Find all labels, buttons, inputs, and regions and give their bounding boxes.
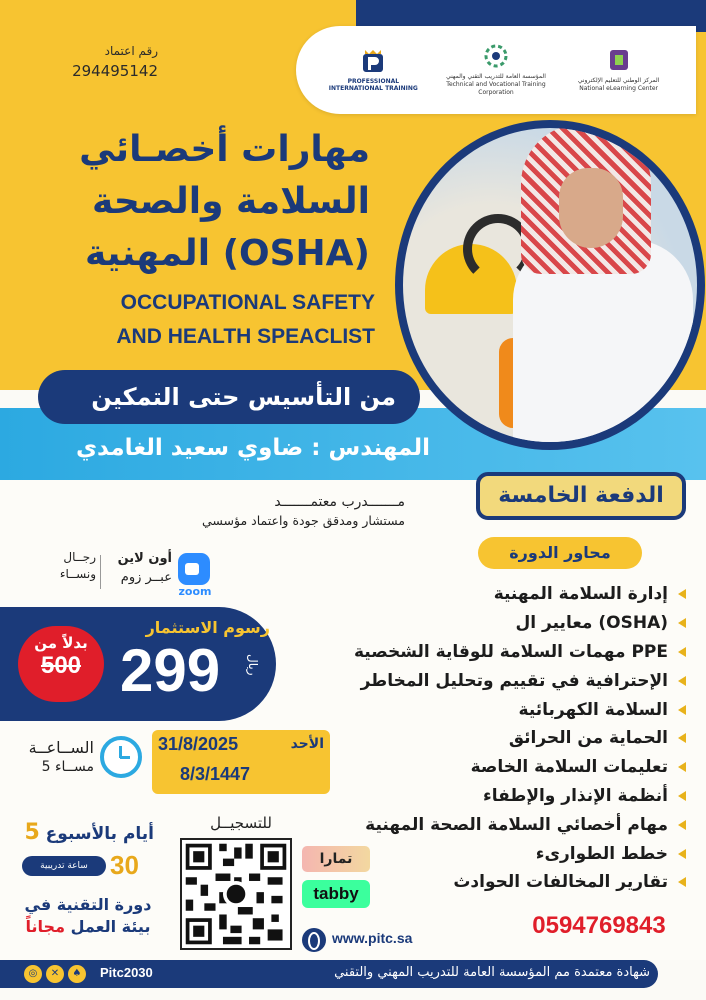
pit-logo: [323, 48, 423, 92]
logos-bar: [296, 26, 696, 114]
nelc-logo: [569, 47, 669, 93]
list-item: [300, 724, 686, 753]
list-item: [300, 695, 686, 724]
tvtc-logo-text: المؤسسة العامة للتدريب التقني والمهني: [446, 73, 546, 80]
time-value: 5 مســاء: [41, 759, 94, 775]
pit-logo-text: PROFESSIONAL INTERNATIONAL TRAINING: [328, 78, 418, 92]
topic-text: معايير ال (OSHA): [515, 613, 668, 634]
free-line-2: بيئة العمل: [70, 917, 151, 936]
time-label: الســاعــة: [28, 738, 94, 757]
trainer-line-1: مـــــــدرب معتمـــــــد: [274, 494, 405, 510]
trainer-face: [559, 168, 623, 248]
clock-icon: [100, 736, 142, 778]
free-word: مجاناً: [25, 917, 65, 936]
audience-men: رجــال: [63, 550, 96, 564]
footer-bar: [0, 960, 658, 988]
trainer-photo: [395, 120, 705, 450]
topic-text: تقارير المخالفات الحوادث: [453, 872, 668, 893]
bullet-icon: [678, 589, 686, 599]
price-currency: ريال: [246, 654, 260, 676]
price-label: رسوم الاستثمار: [145, 618, 270, 637]
trainer-credentials: [105, 494, 405, 528]
delivery: [106, 549, 172, 587]
zoom-wordmark: zoom: [178, 585, 212, 598]
session-time: [14, 738, 94, 775]
days-text: أيام بالأسبوع: [45, 824, 154, 844]
engineer-name: المهندس : ضاوي سعيد الغامدي: [75, 435, 430, 461]
snapchat-icon[interactable]: ♠: [68, 965, 86, 983]
pit-logo-icon: [360, 48, 386, 74]
days-per-week: [18, 820, 154, 845]
start-date: [152, 730, 330, 794]
list-item: [300, 638, 686, 667]
list-item: [300, 782, 686, 811]
tvtc-logo-subtext: Technical and Vocational Training Corporation: [446, 81, 546, 96]
free-line-1: دورة التقنية في: [24, 895, 152, 914]
registration-qr-code[interactable]: [180, 838, 292, 950]
zoom-icon: [178, 553, 210, 585]
website-url[interactable]: www.pitc.sa: [332, 930, 413, 946]
title-line-2: السلامة والصحة: [92, 181, 370, 222]
nelc-logo-subtext: National eLearning Center: [579, 85, 659, 92]
free-course-note: [18, 894, 158, 938]
audience-women: ونســاء: [59, 567, 96, 581]
website-link[interactable]: [302, 928, 462, 952]
topic-text: أنظمة الإنذار والإطفاء: [483, 785, 668, 806]
divider: [100, 555, 101, 589]
accreditation: [58, 44, 158, 80]
x-icon[interactable]: ✕: [46, 965, 64, 983]
accreditation-label: رقم اعتماد: [104, 44, 158, 58]
tagline-pill: من التأسيس حتى التمكين: [38, 370, 420, 424]
bullet-icon: [678, 618, 686, 628]
old-price-label: بدلاً من: [34, 634, 88, 652]
list-item: [300, 580, 686, 609]
online-info: [36, 549, 216, 597]
course-axes-label: محاور الدورة: [478, 537, 642, 569]
topic-text: مهام أخصائي السلامة الصحة المهنية: [365, 814, 668, 835]
tvtc-logo: [446, 43, 546, 97]
delivery-online: أون لاين: [117, 551, 172, 566]
list-item: [300, 609, 686, 638]
bullet-icon: [678, 849, 686, 859]
bullet-icon: [678, 791, 686, 801]
tamara-payment-badge: تمارا: [302, 846, 370, 872]
price-value: 299: [120, 637, 221, 704]
gregorian-date: 31/8/2025: [158, 734, 239, 754]
bullet-icon: [678, 705, 686, 715]
topic-text: السلامة الكهربائية: [518, 699, 668, 720]
bullet-icon: [678, 762, 686, 772]
globe-icon: [302, 928, 326, 952]
trainer-line-2: مستشار ومدقق جودة واعتماد مؤسسي: [201, 513, 405, 528]
accreditation-number: 294495142: [72, 62, 158, 80]
hijri-date: 8/3/1447: [180, 764, 251, 784]
delivery-zoom: عبــر زوم: [120, 570, 172, 585]
phone-number[interactable]: 0594769843: [532, 912, 666, 939]
topic-text: خطط الطوارىء: [535, 843, 668, 864]
old-price-value: 500: [40, 652, 82, 679]
topic-text: إدارة السلامة المهنية: [493, 584, 668, 605]
nelc-logo-icon: [606, 47, 632, 73]
bullet-icon: [678, 877, 686, 887]
title-en-line-1: OCCUPATIONAL SAFETY: [120, 291, 375, 314]
topic-text: الإحترافية في تقييم وتحليل المخاطر: [360, 670, 668, 691]
title-line-1: مهارات أخصـائي: [79, 129, 370, 170]
old-price-badge: [18, 626, 104, 702]
bullet-icon: [678, 820, 686, 830]
batch-badge: الدفعة الخامسة: [476, 472, 686, 520]
bullet-icon: [678, 733, 686, 743]
tabby-payment-badge: tabby: [302, 880, 370, 908]
list-item: [300, 666, 686, 695]
list-item: [300, 810, 686, 839]
social-handle[interactable]: Pitc2030: [100, 965, 153, 980]
topic-text: الحماية من الحرائق: [508, 728, 668, 749]
tvtc-logo-icon: [483, 43, 509, 69]
audience: [46, 549, 96, 583]
bullet-icon: [678, 676, 686, 686]
topic-text: تعليمات السلامة الخاصة: [470, 757, 668, 778]
list-item: [300, 753, 686, 782]
hours-label: ساعة تدريبية: [22, 856, 106, 876]
hours-number: 30: [110, 850, 139, 880]
day-name: الأحد: [290, 736, 324, 752]
nelc-logo-text: المركز الوطني للتعليم الإلكتروني: [577, 77, 660, 84]
course-title-arabic: [40, 124, 370, 280]
instagram-icon[interactable]: ◎: [24, 965, 42, 983]
course-title-english: [30, 286, 375, 354]
days-number: 5: [24, 820, 40, 845]
title-en-line-2: AND HEALTH SPEACLIST: [116, 325, 375, 348]
bullet-icon: [678, 647, 686, 657]
certificate-note: شهادة معتمدة مم المؤسسة العامة للتدريب المهني والتقني: [334, 965, 650, 980]
register-label: للتسجيــل: [210, 814, 272, 832]
topic-text: مهمات السلامة للوقاية الشخصية PPE: [353, 641, 668, 662]
title-line-3: المهنية (OSHA): [85, 233, 370, 274]
